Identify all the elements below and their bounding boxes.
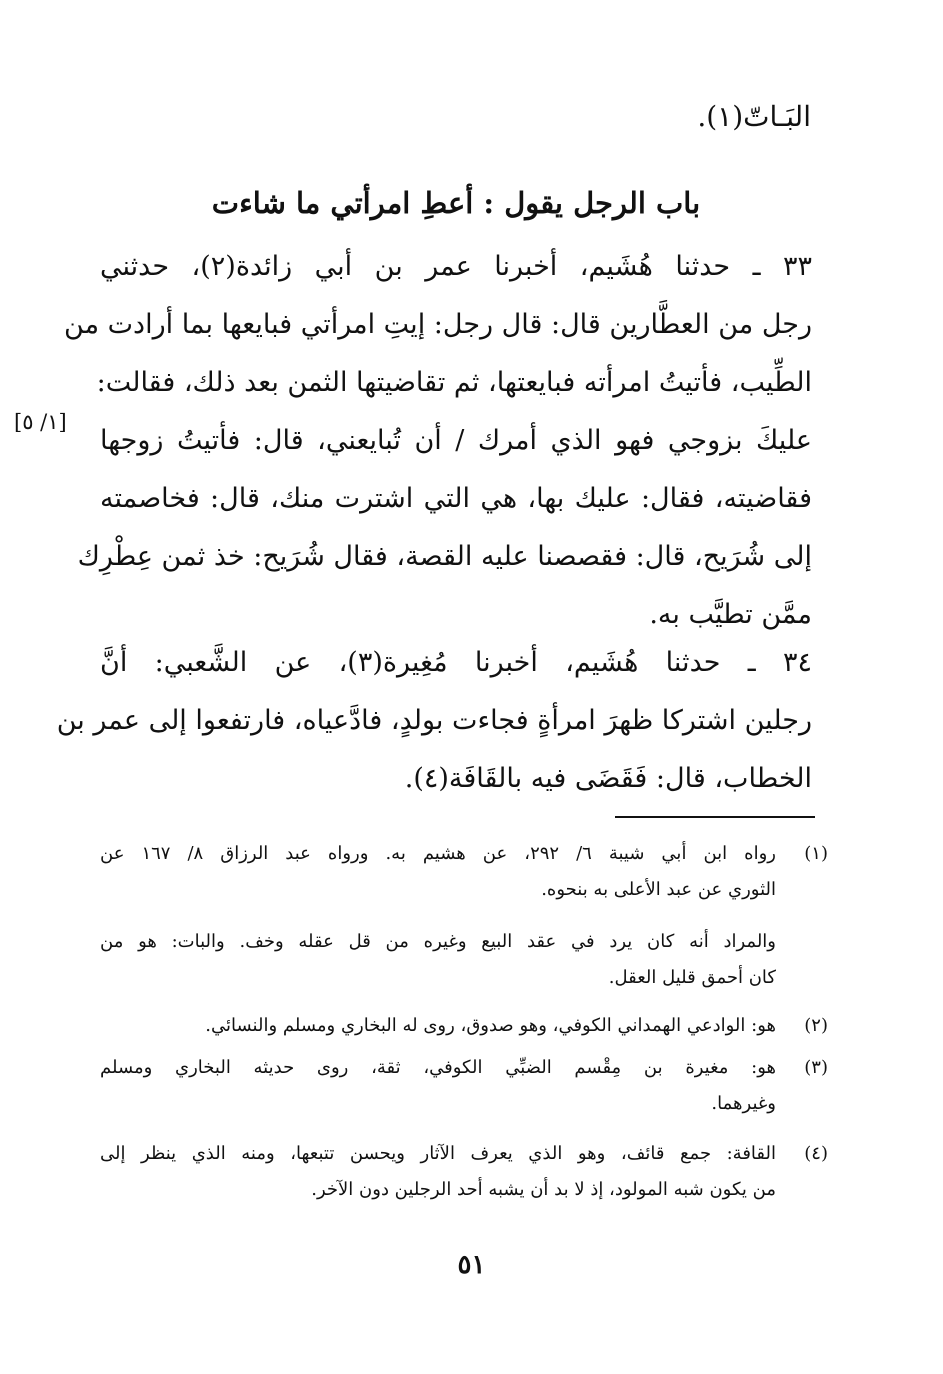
margin-reference: [١/ ٥] — [14, 410, 67, 434]
footnote-line: الثوري عن عبد الأعلى به بنحوه. — [541, 879, 776, 900]
footnote-line: كان أحمق قليل العقل. — [608, 967, 776, 988]
footnote-divider — [615, 816, 815, 818]
page-number: ٥١ — [457, 1250, 486, 1280]
footnote-line: هو: مغيرة بن مِقْسم الضبِّي الكوفي، ثقة، روى حديثه البخاري ومسلم — [100, 1057, 776, 1078]
text-line: ٣٣ ـ حدثنا هُشَيم، أخبرنا عمر بن أبي زائدة(٢)، حدثني — [100, 251, 812, 282]
text-line: ممَّن تطيَّب به. — [649, 599, 812, 630]
footnote-number: (٤) — [804, 1143, 828, 1164]
text-line: رجل من العطَّارين قال: قال رجل: إيتِ امرأتي فبايعها بما أرادت من — [64, 309, 812, 340]
text-line: ٣٤ ـ حدثنا هُشَيم، أخبرنا مُغِيرة(٣)، عن الشَّعبي: أنَّ — [100, 647, 813, 678]
text-line: الطِّيب، فأتيتُ امرأته فبايعتها، ثم تقاضيتها الثمن بعد ذلك، فقالت: — [96, 367, 812, 398]
footnote-line: من يكون شبه المولود، إذ لا بد أن يشبه أحد الرجلين دون الآخر. — [311, 1179, 776, 1200]
carry-over-text: البَـاتّ(١). — [697, 100, 811, 133]
text-line: فقاضيته، فقال: عليك بها، هي التي اشترت منك، قال: فخاصمته — [100, 483, 812, 514]
footnote-number: (٣) — [804, 1057, 828, 1078]
footnote-line: رواه ابن أبي شيبة ٦/ ٢٩٢، عن هشيم به. ورواه عبد الرزاق ٨/ ١٦٧ عن — [100, 843, 776, 864]
text-line: عليكَ بزوجي فهو الذي أمرك / أن تُبايعني، قال: فأتيتُ زوجها — [100, 425, 812, 456]
footnote-line: وغيرهما. — [711, 1093, 776, 1114]
footnote-line: هو: الوادعي الهمداني الكوفي، وهو صدوق، روى له البخاري ومسلم والنسائي. — [205, 1015, 776, 1036]
text-line: رجلين اشتركا ظهرَ امرأةٍ فجاءت بولدٍ، فادَّعياه، فارتفعوا إلى عمر بن — [56, 705, 812, 736]
chapter-heading: باب الرجل يقول : أعطِ امرأتي ما شاءت — [211, 186, 701, 220]
text-line: إلى شُرَيح، قال: فقصصنا عليه القصة، فقال شُرَيح: خذ ثمن عِطْرِك — [77, 541, 812, 572]
text-line: الخطاب، قال: فَقَضَى فيه بالقَافَة(٤). — [404, 763, 812, 794]
footnote-line: والمراد أنه كان يرد في عقد البيع وغيره من قل عقله وخف. والبات: هو من — [100, 931, 776, 952]
footnote-number: (١) — [804, 843, 828, 864]
footnote-number: (٢) — [804, 1015, 828, 1036]
footnote-line: القافة: جمع قائف، وهو الذي يعرف الآثار ويحسن تتبعها، ومنه الذي ينظر إلى — [100, 1143, 776, 1164]
